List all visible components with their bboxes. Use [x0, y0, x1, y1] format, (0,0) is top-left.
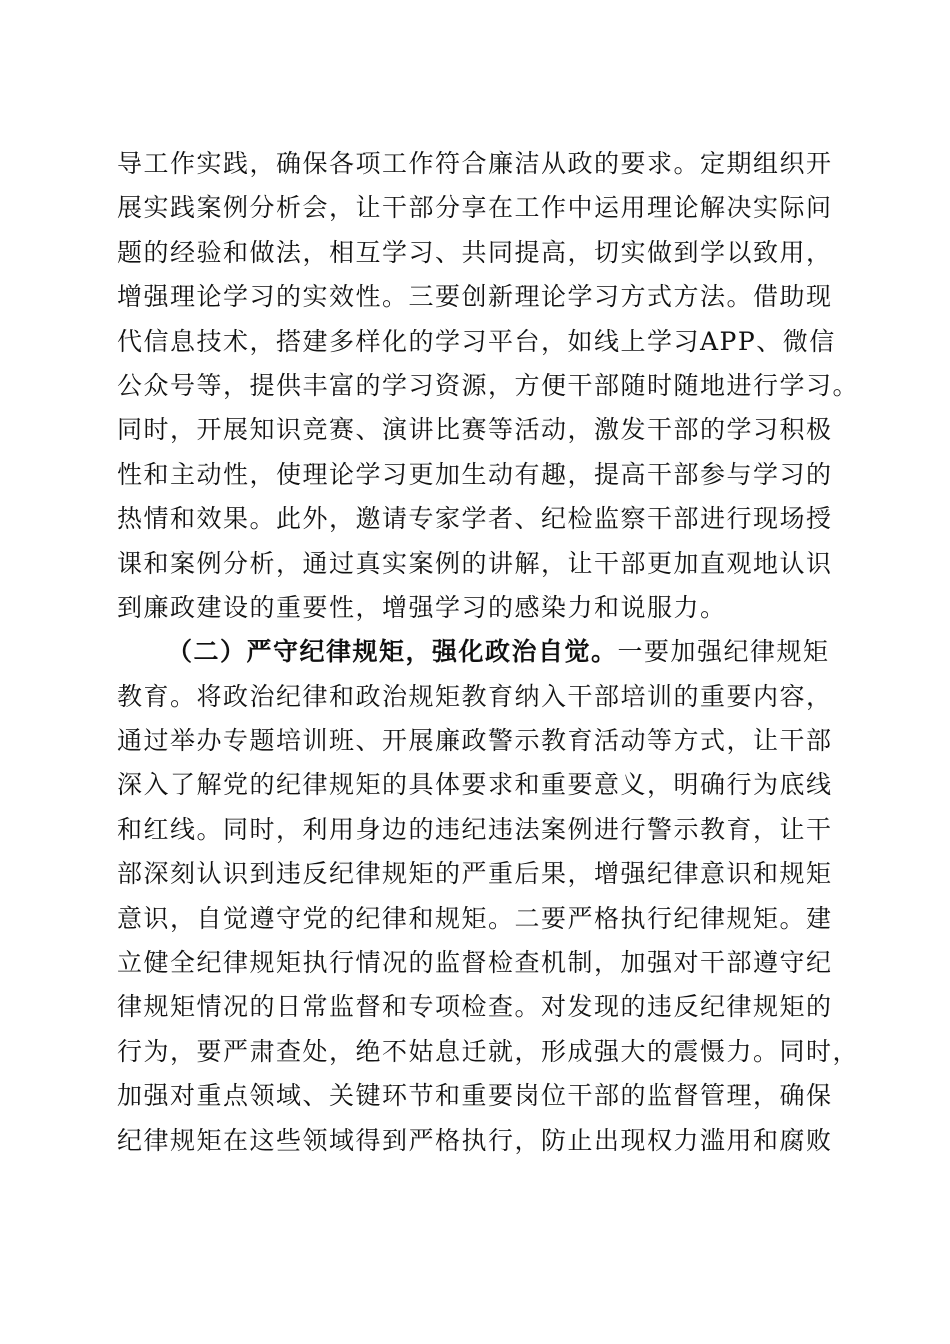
text-line: 行为，要严肃查处，绝不姑息迁就，形成强大的震慑力。同时，: [117, 1036, 860, 1066]
text-line: 通过举办专题培训班、开展廉政警示教育活动等方式，让干部: [117, 726, 833, 756]
section-heading-continuation: 一要加强纪律规矩: [617, 637, 830, 667]
text-line: 和红线。同时，利用身边的违纪违法案例进行警示教育，让干: [117, 814, 833, 844]
text-line: 教育。将政治纪律和政治规矩教育纳入干部培训的重要内容，: [117, 681, 833, 711]
text-line: 课和案例分析，通过真实案例的讲解，让干部更加直观地认识: [117, 548, 833, 578]
text-line: 性和主动性，使理论学习更加生动有趣，提高干部参与学习的: [117, 459, 833, 489]
text-line: 纪律规矩在这些领域得到严格执行，防止出现权力滥用和腐败: [117, 1125, 833, 1155]
text-line: 公众号等，提供丰富的学习资源，方便干部随时随地进行学习。: [117, 370, 860, 400]
text-line: 同时，开展知识竞赛、演讲比赛等活动，激发干部的学习积极: [117, 415, 833, 445]
text-line: 深入了解党的纪律规矩的具体要求和重要意义，明确行为底线: [117, 770, 833, 800]
text-line: 代信息技术，搭建多样化的学习平台，如线上学习APP、微信: [117, 326, 836, 356]
section-heading-line: [117, 630, 837, 674]
text-line: 律规矩情况的日常监督和专项检查。对发现的违反纪律规矩的: [117, 992, 833, 1022]
text-line: 题的经验和做法，相互学习、共同提高，切实做到学以致用，: [117, 237, 833, 267]
text-line: 热情和效果。此外，邀请专家学者、纪检监察干部进行现场授: [117, 504, 833, 534]
text-line: 意识，自觉遵守党的纪律和规矩。二要严格执行纪律规矩。建: [117, 903, 833, 933]
text-line: 加强对重点领域、关键环节和重要岗位干部的监督管理，确保: [117, 1081, 833, 1111]
text-line: 导工作实践，确保各项工作符合廉洁从政的要求。定期组织开: [117, 149, 833, 178]
section-heading: （二）严守纪律规矩，强化政治自觉。: [167, 637, 618, 667]
text-line: 到廉政建设的重要性，增强学习的感染力和说服力。: [117, 592, 727, 622]
text-line: 立健全纪律规矩执行情况的监督检查机制，加强对干部遵守纪: [117, 948, 833, 978]
body-text: [117, 142, 860, 1163]
text-line: 增强理论学习的实效性。三要创新理论学习方式方法。借助现: [117, 282, 833, 312]
text-line: 部深刻认识到违反纪律规矩的严重后果，增强纪律意识和规矩: [117, 859, 833, 889]
text-line: 展实践案例分析会，让干部分享在工作中运用理论解决实际问: [117, 193, 833, 223]
